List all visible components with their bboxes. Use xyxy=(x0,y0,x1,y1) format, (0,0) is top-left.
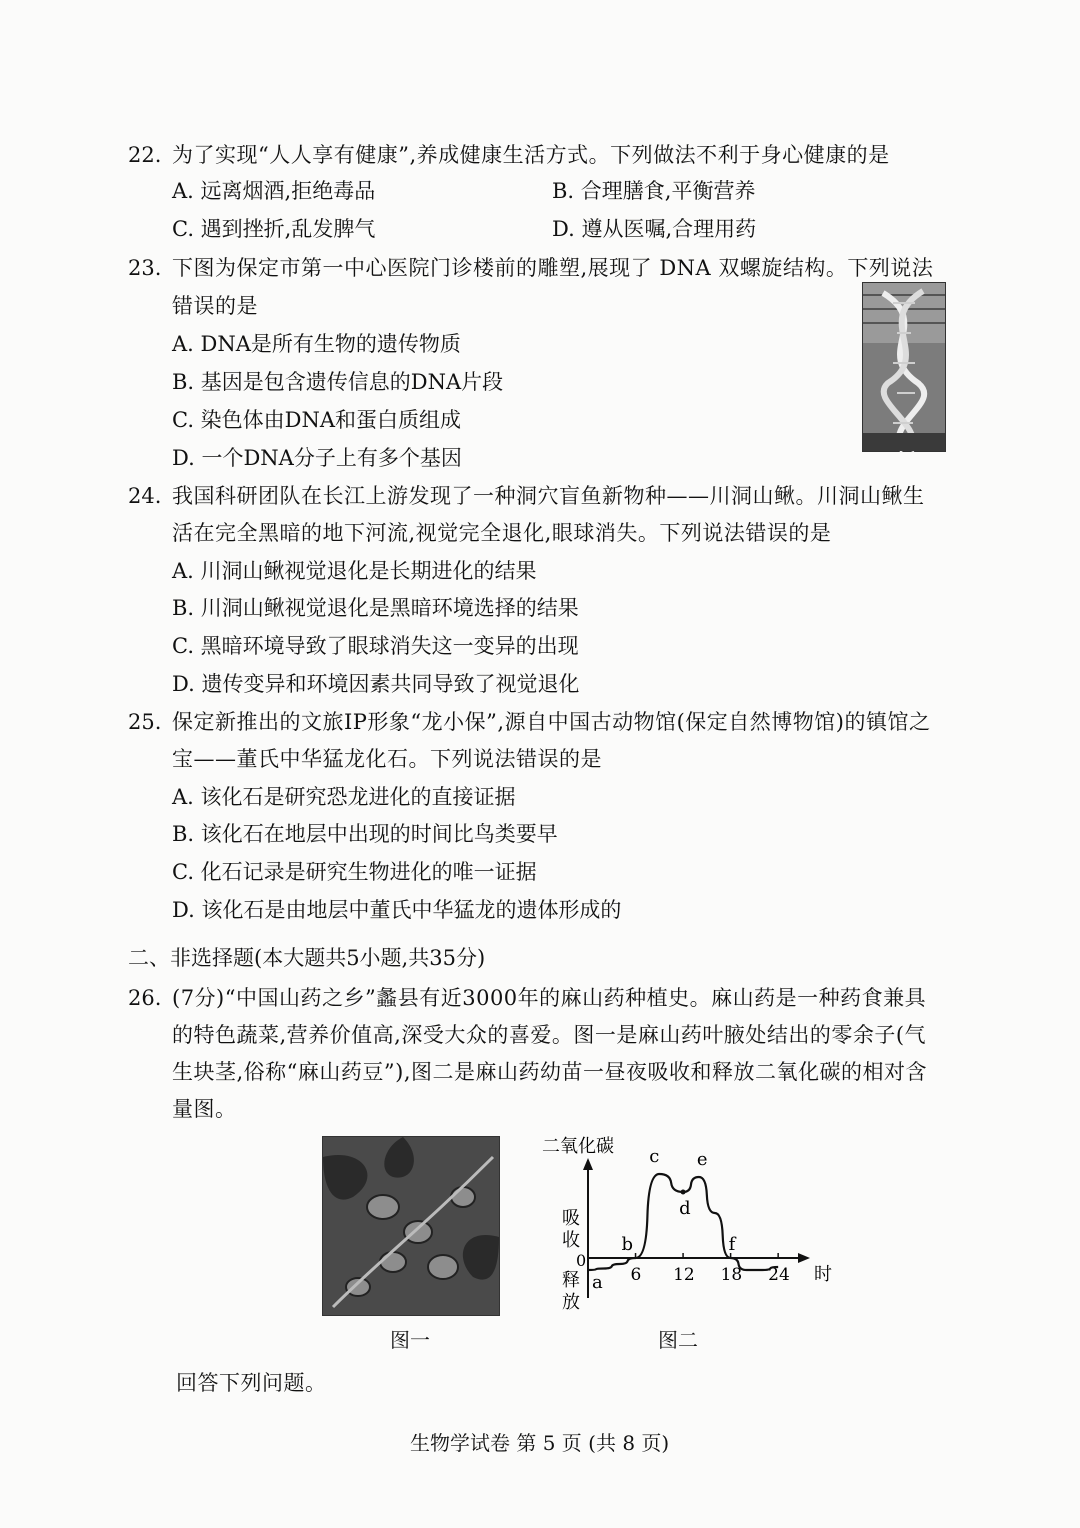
page-footer: 生物学试卷 第 5 页 (共 8 页) xyxy=(410,1431,670,1455)
q25-option-b: B. 该化石在地层中出现的时间比鸟类要早 xyxy=(172,822,558,846)
x-tick-label-18: 18 xyxy=(720,1265,743,1285)
q22-option-a: A. 远离烟酒,拒绝毒品 xyxy=(172,179,376,203)
chart-ylabel-release-2: 放 xyxy=(562,1292,580,1313)
q25-stem-line1: 保定新推出的文旅IP形象“龙小保”,源自中国古动物馆(保定自然博物馆)的镇馆之 xyxy=(172,710,931,734)
chart-xlabel: 时 xyxy=(814,1264,832,1285)
chart-ylabel-absorb-2: 收 xyxy=(562,1230,580,1251)
figure1-bulbil-photo xyxy=(322,1136,500,1316)
bulbil-photo-icon xyxy=(323,1137,499,1315)
dna-sculpture-photo xyxy=(862,282,946,452)
y-axis-arrow xyxy=(583,1158,593,1170)
chart-ylabel-absorb-1: 吸 xyxy=(562,1208,580,1229)
q26-answer-prompt: 回答下列问题。 xyxy=(176,1371,327,1395)
chart-point-labels xyxy=(592,1146,737,1293)
x-tick-label-6: 6 xyxy=(630,1265,642,1285)
q23-option-d: D. 一个DNA分子上有多个基因 xyxy=(172,446,462,470)
q24-option-d: D. 遗传变异和环境因素共同导致了视觉退化 xyxy=(172,672,580,696)
q23-option-c: C. 染色体由DNA和蛋白质组成 xyxy=(172,408,462,432)
q24-option-b: B. 川洞山鳅视觉退化是黑暗环境选择的结果 xyxy=(172,596,579,620)
q23-option-b: B. 基因是包含遗传信息的DNA片段 xyxy=(172,370,504,394)
q22-stem: 为了实现“人人享有健康”,养成健康生活方式。下列做法不利于身心健康的是 xyxy=(172,143,890,167)
point-d-dot xyxy=(681,1190,686,1195)
figure1-caption: 图一 xyxy=(390,1328,430,1352)
q25-number: 25. xyxy=(128,710,162,734)
point-label-f: f xyxy=(728,1234,736,1255)
q22-number: 22. xyxy=(128,143,162,167)
q25-option-a: A. 该化石是研究恐龙进化的直接证据 xyxy=(172,785,516,809)
q24-stem-line2: 活在完全黑暗的地下河流,视觉完全退化,眼球消失。下列说法错误的是 xyxy=(172,521,832,545)
q23-stem-line2: 错误的是 xyxy=(172,294,258,318)
q25-stem-line2: 宝——董氏中华猛龙化石。下列说法错误的是 xyxy=(172,747,602,771)
figure2-caption: 图二 xyxy=(658,1328,698,1352)
point-label-a: a xyxy=(592,1272,603,1293)
point-label-b: b xyxy=(621,1234,634,1255)
point-label-e: e xyxy=(696,1149,708,1170)
q24-option-c: C. 黑暗环境导致了眼球消失这一变异的出现 xyxy=(172,634,579,658)
q26-line1: (7分)“中国山药之乡”蠡县有近3000年的麻山药种植史。麻山药是一种药食兼具 xyxy=(172,986,927,1010)
q23-option-a: A. DNA是所有生物的遗传物质 xyxy=(172,332,461,356)
point-label-c: c xyxy=(649,1146,660,1167)
q26-number: 26. xyxy=(128,986,162,1010)
q25-option-c: C. 化石记录是研究生物进化的唯一证据 xyxy=(172,860,537,884)
q23-stem-line1: 下图为保定市第一中心医院门诊楼前的雕塑,展现了 DNA 双螺旋结构。下列说法 xyxy=(172,256,934,280)
q24-number: 24. xyxy=(128,484,162,508)
q26-line2: 的特色蔬菜,营养价值高,深受大众的喜爱。图一是麻山药叶腋处结出的零余子(气 xyxy=(172,1023,927,1047)
figure2-co2-chart xyxy=(540,1128,832,1318)
q26-line4: 量图。 xyxy=(172,1097,237,1121)
point-label-d: d xyxy=(679,1198,691,1219)
q22-option-d: D. 遵从医嘱,合理用药 xyxy=(552,217,757,241)
q22-option-c: C. 遇到挫折,乱发脾气 xyxy=(172,217,376,241)
x-tick-label-24: 24 xyxy=(768,1265,790,1285)
q24-stem-line1: 我国科研团队在长江上游发现了一种洞穴盲鱼新物种——川洞山鳅。川洞山鳅生 xyxy=(172,484,925,508)
q24-option-a: A. 川洞山鳅视觉退化是长期进化的结果 xyxy=(172,559,537,583)
section-two-heading: 二、非选择题(本大题共5小题,共35分) xyxy=(128,946,486,970)
q26-line3: 生块茎,俗称“麻山药豆”),图二是麻山药幼苗一昼夜吸收和释放二氧化碳的相对含 xyxy=(172,1060,928,1084)
chart-ylabel-release-1: 释 xyxy=(562,1270,580,1291)
q25-option-d: D. 该化石是由地层中董氏中华猛龙的遗体形成的 xyxy=(172,898,622,922)
q22-option-b: B. 合理膳食,平衡营养 xyxy=(552,179,756,203)
x-axis-arrow xyxy=(798,1253,810,1263)
q23-number: 23. xyxy=(128,256,162,280)
chart-zero-label: 0 xyxy=(576,1251,587,1270)
x-tick-label-12: 12 xyxy=(673,1265,695,1285)
dna-helix-icon xyxy=(863,283,945,451)
chart-title: 二氧化碳 xyxy=(542,1136,614,1157)
